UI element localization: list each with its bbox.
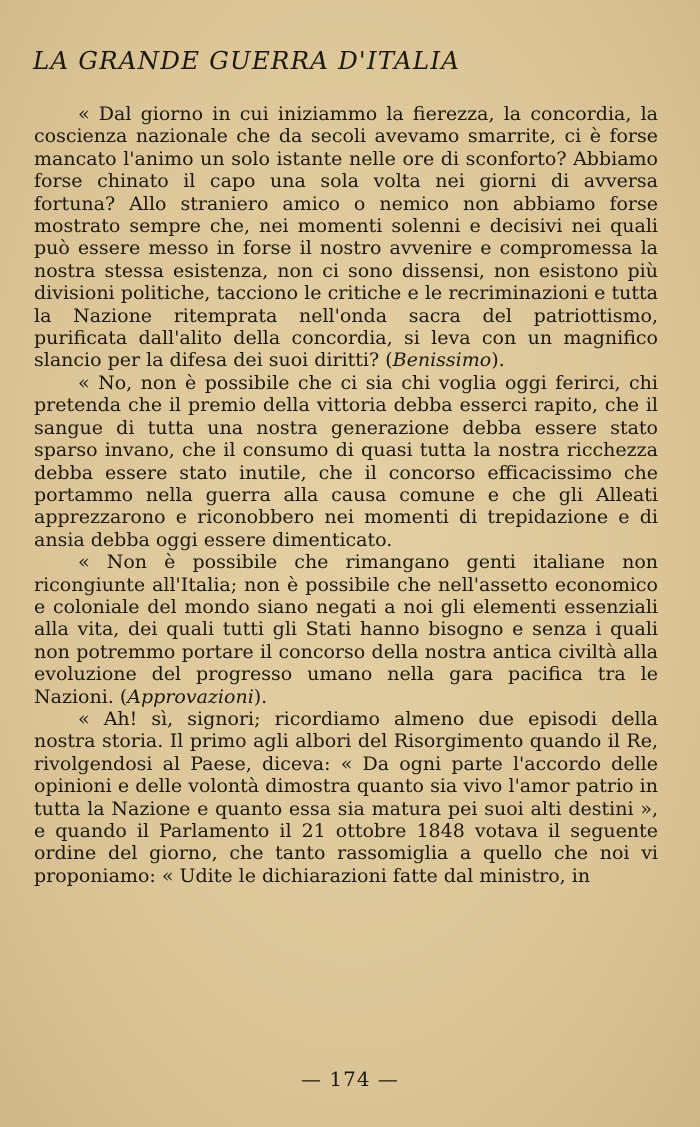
running-head: LA GRANDE GUERRA D'ITALIA: [33, 46, 461, 75]
paragraph-tail: ).: [491, 349, 505, 372]
page-number: — 174 —: [301, 1067, 399, 1091]
paragraph-3: [34, 551, 658, 708]
paragraph-tail: ).: [253, 685, 268, 708]
paragraph-1: [34, 103, 658, 372]
paragraph-text: « No, non è possibile che ci sia chi voglia oggi ferirci, chi pretenda che il premio della vittoria debba esserci rapito, che il sangue di tutta una nostra generazione debba essere stato sparso invano, che il consumo di quasi tutta la nostra ricchezza debba essere stato inutile, che il concorso efficacissimo che portammo nella guerra alla causa comune e che gli Alleati apprezzarono e riconobbero nei momenti di trepidazione e di ansia debba oggi essere dimenticato.: [34, 371, 658, 551]
paragraph-2: [34, 372, 658, 551]
body-text: [34, 103, 658, 887]
italic-interjection: Benissimo: [392, 349, 492, 372]
italic-interjection: Approvazioni: [127, 685, 254, 708]
paragraph-4: [34, 708, 658, 887]
paragraph-text: « Ah! sì, signori; ricordiamo almeno due episodi della nostra storia. Il primo agli albori del Risorgimento quando il Re, rivolgendosi al Paese, diceva: « Da ogni parte l'accordo delle opinioni e delle volontà dimostra quanto sia vivo l'amor patrio in tutta la Nazione e quanto essa sia matura pei suoi alti destini », e quando il Parlamento il 21 ottobre 1848 votava il seguente ordine del giorno, che tanto rassomiglia a quello che noi vi proponiamo: « Udite le dichiarazioni fatte dal ministro, in: [34, 707, 658, 887]
paragraph-text: « Dal giorno in cui iniziammo la fierezza, la concordia, la coscienza nazionale che da secoli avevamo smarrite, ci è forse mancato l'animo un solo istante nelle ore di sconforto? Abbiamo forse chinato il capo una sola volta nei giorni di avversa fortuna? Allo straniero amico o nemico non abbiamo forse mostrato sempre che, nei momenti solenni e decisivi nei quali può essere messo in forse il nostro avvenire e compromessa la nostra stessa esistenza, non ci sono dissensi, non esistono più divisioni politiche, tacciono le critiche e le recriminazioni e tutta la Nazione ritemprata nell'onda sacra del patriottismo, purificata dall'alito della concordia, si leva con un magnifico slancio per la difesa dei suoi diritti? (: [34, 103, 658, 372]
paragraph-text: « Non è possibile che rimangano genti italiane non ricongiunte all'Italia; non è possibile che nell'assetto economico e coloniale del mondo siano negati a noi gli elementi essenziali alla vita, dei quali tutti gli Stati hanno bisogno e senza i quali non potremmo portare il concorso della nostra antica civiltà alla evoluzione del progresso umano nella gara pacifica tra le Nazioni. (: [34, 551, 658, 708]
